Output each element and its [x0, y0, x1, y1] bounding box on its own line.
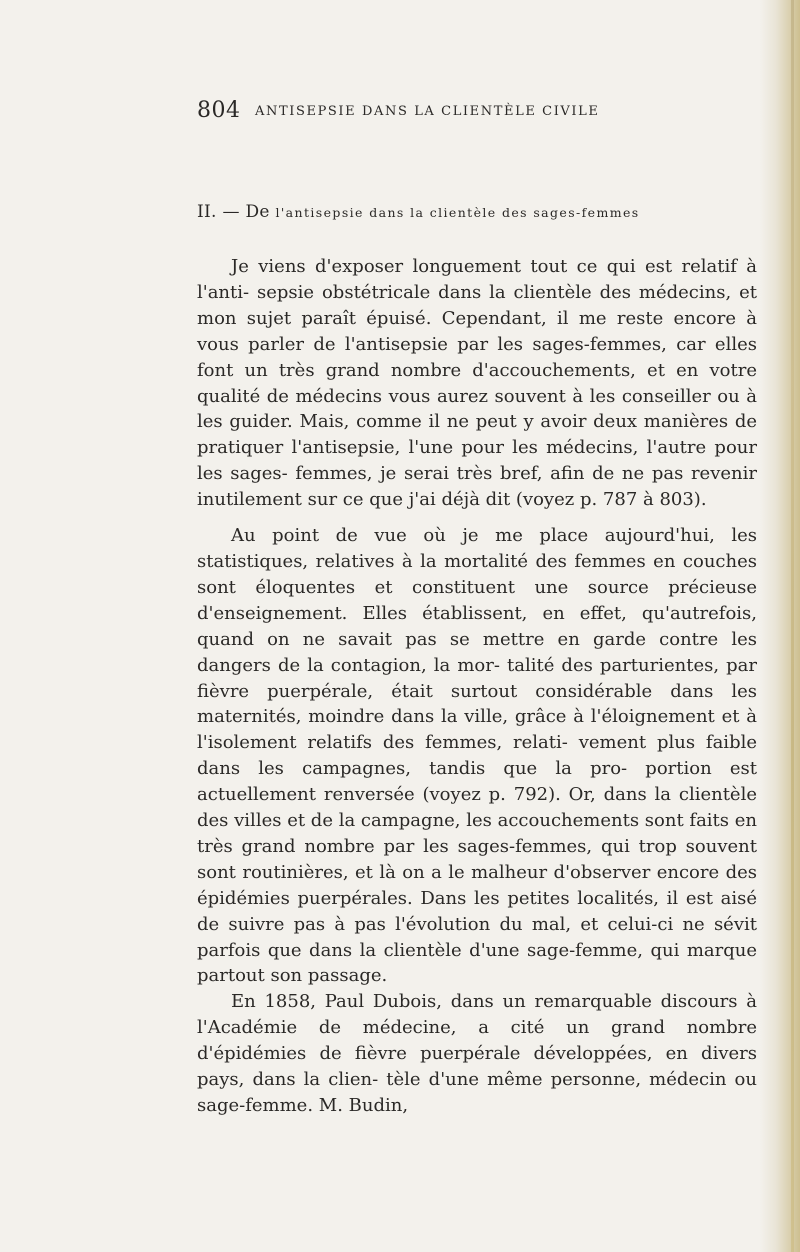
paragraph: Je viens d'exposer longuement tout ce qui est relatif à l'anti- sepsie obstétricale dans la clientèle des médecins, et mon sujet paraît épuisé. Cependant, il me reste encore à vous parler de l'antisepsie par les sages-femmes, car elles font un très grand nombre d'accouchements, et en votre qualité de médecins vous aurez souvent à les conseiller ou à les guider. Mais, comme il ne peut y avoir deux manières de pratiquer l'antisepsie, l'une pour les médecins, l'autre pour les sages- femmes, je serai très bref, afin de ne pas revenir inutilement sur ce que j'ai déjà dit (voyez p. 787 à 803). [197, 256, 757, 511]
running-title: ANTISEPSIE DANS LA CLIENTÈLE CIVILE [255, 104, 600, 119]
section-numeral: II. — [197, 202, 246, 222]
page-header [197, 98, 757, 130]
section-heading [197, 202, 757, 222]
paragraph: Au point de vue où je me place aujourd'hui, les statistiques, relatives à la mortalité des femmes en couches sont éloquentes et constituent une source précieuse d'enseignement. Elles établissent, en effet, qu'autrefois, quand on ne savait pas se mettre en garde contre les dangers de la contagion, la mor- talité des parturientes, par fièvre puerpérale, était surtout considérable dans les maternités, moindre dans la ville, grâce à l'éloignement et à l'isolement relatifs des femmes, relati- vement plus faible dans les campagnes, tandis que la pro- portion est actuellement renversée (voyez p. 792). Or, dans la clientèle des villes et de la campagne, les accouchements sont faits en très grand nombre par les sages-femmes, qui trop souvent sont routinières, et là on a le malheur d'observer encore des épidémies puerpérales. Dans les petites localités, il est aisé de suivre pas à pas l'évolution du mal, et celui-ci ne sévit parfois que dans la clientèle d'une sage-femme, qui marque partout son passage. [197, 525, 757, 987]
section-title-initial: De [245, 202, 276, 222]
paragraph: En 1858, Paul Dubois, dans un remarquable discours à l'Académie de médecine, a cité un grand nombre d'épidémies de fièvre puerpérale développées, en divers pays, dans la clien- tèle d'une même personne, médecin ou sage-femme. M. Budin, [197, 991, 757, 1116]
body-text [197, 254, 757, 1119]
page-edge-binding [791, 0, 794, 1252]
page-edge-shadow [760, 0, 800, 1252]
section-title-rest: l'antisepsie dans la clientèle des sages-femmes [275, 205, 640, 220]
page-number: 804 [197, 98, 241, 123]
